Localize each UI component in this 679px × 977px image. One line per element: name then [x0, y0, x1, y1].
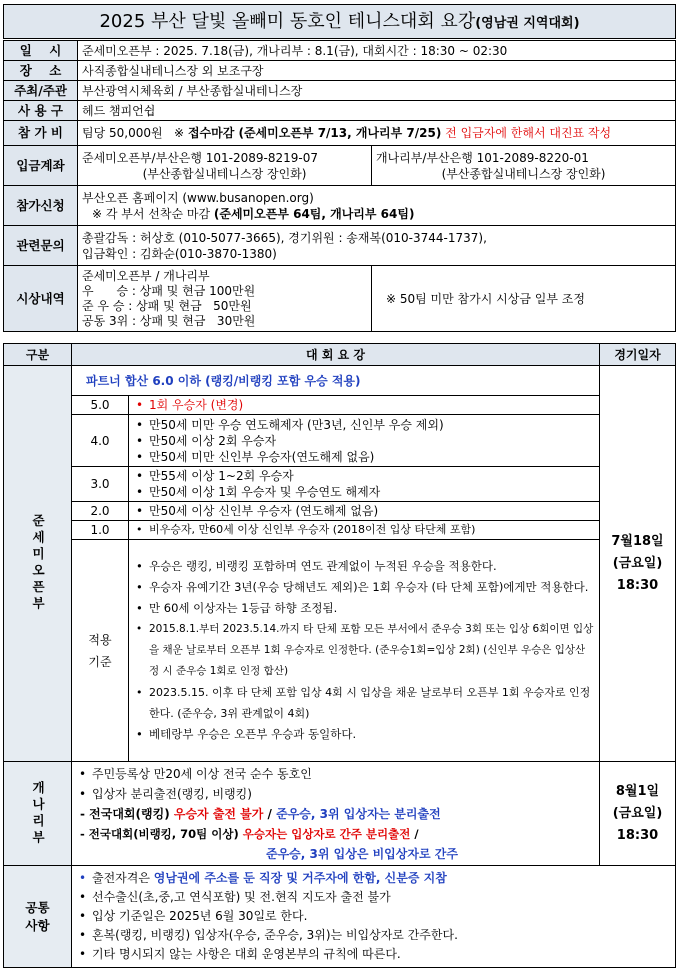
- gaenari-item: • 주민등록상 만20세 이상 전국 순수 동호인: [76, 764, 595, 784]
- grade-item: • 만50세 미만 신인부 우승자(연도해제 없음): [133, 449, 595, 465]
- gaenari-item: • 입상자 분리출전(랭킹, 비랭킹): [76, 784, 595, 804]
- junsemi-date-day: 7월18일: [611, 533, 664, 549]
- place-value: 사직종합실내테니스장 외 보조구장: [78, 61, 676, 81]
- grade-2: 2.0: [72, 502, 129, 521]
- grade-item: • 만50세 미만 우승 연도해제자 (만3년, 신인부 우승 제외): [133, 417, 595, 433]
- grade-5: 5.0: [72, 396, 129, 415]
- grade-3: 3.0: [72, 467, 129, 502]
- common-item: • 입상 기준일은 2025년 6월 30일로 한다.: [76, 907, 671, 926]
- grade-item: • 만55세 이상 1~2회 우승자: [133, 468, 595, 484]
- grade-4: 4.0: [72, 415, 129, 467]
- gaenari-date-day: 8월1일: [615, 783, 660, 799]
- criteria-item: • 우승자 유예기간 3년(우승 당해년도 제외)은 1회 우승자 (타 단체 포함)에게만 적용한다.: [133, 577, 595, 598]
- contact-line1: 총괄감독 : 허상호 (010-5077-3665), 경기위원 : 송재복(010-3744-1737),: [82, 230, 487, 245]
- grade-item: • 만50세 이상 1회 우승자 및 우승연도 해제자: [133, 484, 595, 500]
- junsemi-date-time: 18:30: [616, 577, 659, 593]
- contact-label: 관련문의: [4, 226, 78, 266]
- title-region: (영남권 지역대회): [475, 16, 580, 31]
- criteria-item: • 만 60세 이상자는 1등급 하향 조정됨.: [133, 598, 595, 619]
- header-date: 경기일자: [600, 344, 676, 366]
- gaenari-label: [4, 762, 72, 866]
- criteria-item: • 2023.5.15. 이후 타 단체 포함 입상 4회 시 입상을 채운 날로부터 오픈부 1회 우승자로 인정한다. (준우승, 3위 관계없이 4회): [133, 682, 595, 724]
- prize-line: 우 승 : 상패 및 현금 100만원: [82, 283, 256, 298]
- apply-line2: [82, 206, 671, 222]
- common-item: • 기타 명시되지 않는 사항은 대회 운영본부의 규칙에 따른다.: [76, 945, 671, 964]
- gaenari-nonranking-red: 우승자는 입상자로 간주 분리출전: [242, 826, 411, 841]
- prize-line: 준 우 승 : 상패 및 현금 50만원: [82, 298, 252, 313]
- grade-item: • 1회 우승자 (변경): [133, 397, 595, 413]
- grade-item: • 만50세 이상 2회 우승자: [133, 433, 595, 449]
- account-left: [78, 146, 372, 186]
- junsemi-label-text: 준세미오픈부: [30, 514, 46, 613]
- prize-line: 공동 3위 : 상패 및 현금 30만원: [82, 313, 256, 328]
- junsemi-partner-rule: 파트너 합산 6.0 이하 (랭킹/비랭킹 포함 우승 적용): [72, 366, 600, 396]
- gaenari-nonranking-line2: 준우승, 3위 입상은 비입상자로 간주: [266, 846, 458, 861]
- grade-2-items: [129, 502, 600, 521]
- gaenari-date-weekday: (금요일): [612, 805, 663, 821]
- account-label: 입금계좌: [4, 146, 78, 186]
- prize-line: 준세미오픈부 / 개나리부: [82, 268, 210, 283]
- grade-item: • 만50세 이상 신인부 우승자 (연도해제 없음): [133, 503, 595, 519]
- apply-line2-pre: ※ 각 부서 선착순 마감: [92, 206, 214, 221]
- prize-label: 시상내역: [4, 266, 78, 332]
- host-value: 부산광역시체육회 / 부산종합실내테니스장: [78, 81, 676, 101]
- criteria-item: • 2015.8.1.부터 2023.5.14.까지 타 단체 포함 모든 부서에서 준우승 3회 또는 입상 6회이면 입상을 채운 날로부터 오픈부 1회 우승자로 인정한다. (준우승1회=입상 2회) (신인부 우승은 입상산정 시 준우승 1회로 인정 합산): [133, 619, 595, 682]
- gaenari-nonranking-sep: /: [410, 826, 419, 841]
- grade-1-items: [129, 521, 600, 540]
- fee-deadline: 접수마감 (준세미오픈부 7/13, 개나리부 7/25): [187, 126, 442, 140]
- criteria-item: • 우승은 랭킹, 비랭킹 포함하며 연도 관계없이 누적된 우승을 적용한다.: [133, 556, 595, 577]
- gaenari-nonranking-line: [76, 824, 595, 844]
- prize-note: ※ 50팀 미만 참가시 시상금 일부 조정: [372, 266, 676, 332]
- junsemi-date-weekday: (금요일): [612, 555, 663, 571]
- ball-label: 사 용 구: [4, 101, 78, 121]
- common-label-text: 공통사항: [25, 899, 50, 933]
- grade-4-items: [129, 415, 600, 467]
- account-right: [372, 146, 676, 186]
- gaenari-ranking-blue: 준우승, 3위 입상자는 분리출전: [276, 806, 441, 821]
- common-item: • 혼복(랭킹, 비랭킹) 입상자(우승, 준우승, 3위)는 비입상자로 간주한다.: [76, 926, 671, 945]
- contact-line2: 입금확인 : 김화순(010-3870-1380): [82, 246, 277, 261]
- criteria-label: [72, 540, 129, 762]
- title-main: 2025 부산 달빛 올빼미 동호인 테니스대회 요강: [99, 11, 476, 32]
- fee-amount: 팀당 50,000원: [82, 126, 163, 140]
- place-label: 장 소: [4, 61, 78, 81]
- criteria-label-line1: 적용: [88, 632, 112, 647]
- gaenari-date: [600, 762, 676, 866]
- account-left-line1: 준세미오픈부/부산은행 101-2089-8219-07: [82, 150, 319, 165]
- gaenari-ranking-red: 우승자 출전 불가: [173, 806, 264, 821]
- gaenari-ranking-pre: - 전국대회(랭킹): [80, 806, 174, 821]
- fee-label: 참 가 비: [4, 121, 78, 146]
- criteria-item: • 베테랑부 우승은 오픈부 우승과 동일하다.: [133, 724, 595, 745]
- grade-1: 1.0: [72, 521, 129, 540]
- date-value: 준세미오픈부 : 2025. 7.18(금), 개나리부 : 8.1(금), 대회시간 : 18:30 ~ 02:30: [78, 41, 676, 61]
- gaenari-ranking-sep: /: [263, 806, 277, 821]
- fee-mark: ※: [174, 126, 185, 140]
- common-item: • 선수출신(초,중,고 연식포함) 및 전.현직 지도자 출전 불가: [76, 888, 671, 907]
- grade-item: • 비우승자, 만60세 이상 신인부 우승자 (2018이전 입상 타단체 포함): [133, 522, 595, 538]
- common-label: [4, 866, 72, 968]
- rules-table: [3, 343, 676, 968]
- apply-line1: 부산오픈 홈페이지 (www.busanopen.org): [82, 190, 314, 205]
- criteria-items: [129, 540, 600, 762]
- gaenari-label-text: 개나리부: [30, 780, 46, 847]
- account-right-line1: 개나리부/부산은행 101-2089-8220-01: [376, 150, 589, 165]
- info-table: [3, 40, 676, 332]
- date-label: 일 시: [4, 41, 78, 61]
- apply-value: [78, 186, 676, 226]
- header-rules: 대 회 요 강: [72, 344, 600, 366]
- common-first-blue: 영남권에 주소를 둔 직장 및 거주자에 한함, 신분증 지참: [153, 871, 447, 885]
- page-title: [3, 4, 676, 39]
- fee-note: 전 입금자에 한해서 대진표 작성: [445, 126, 612, 140]
- gaenari-ranking-line: [76, 804, 595, 824]
- account-right-line2: (부산종합실내테니스장 장인화): [441, 166, 606, 181]
- apply-label: 참가신청: [4, 186, 78, 226]
- gaenari-nonranking-pre: - 전국대회(비랭킹, 70팀 이상): [80, 826, 243, 841]
- header-division: 구분: [4, 344, 72, 366]
- common-first-pre: 출전자격은: [92, 871, 154, 885]
- grade-3-items: [129, 467, 600, 502]
- grade-5-items: [129, 396, 600, 415]
- account-left-line2: (부산종합실내테니스장 장인화): [142, 166, 307, 181]
- junsemi-date: [600, 366, 676, 762]
- fee-value: [78, 121, 676, 146]
- contact-value: [78, 226, 676, 266]
- common-item: [76, 869, 671, 888]
- ball-value: 헤드 챔피언쉽: [78, 101, 676, 121]
- prize-value: [78, 266, 372, 332]
- junsemi-label: [4, 366, 72, 762]
- host-label: 주최/주관: [4, 81, 78, 101]
- criteria-label-line2: 기준: [88, 654, 112, 669]
- gaenari-rules: [72, 762, 600, 866]
- gaenari-date-time: 18:30: [616, 827, 659, 843]
- apply-line2-bold: (준세미오픈부 64팀, 개나리부 64팀): [213, 206, 415, 221]
- common-items: [72, 866, 676, 968]
